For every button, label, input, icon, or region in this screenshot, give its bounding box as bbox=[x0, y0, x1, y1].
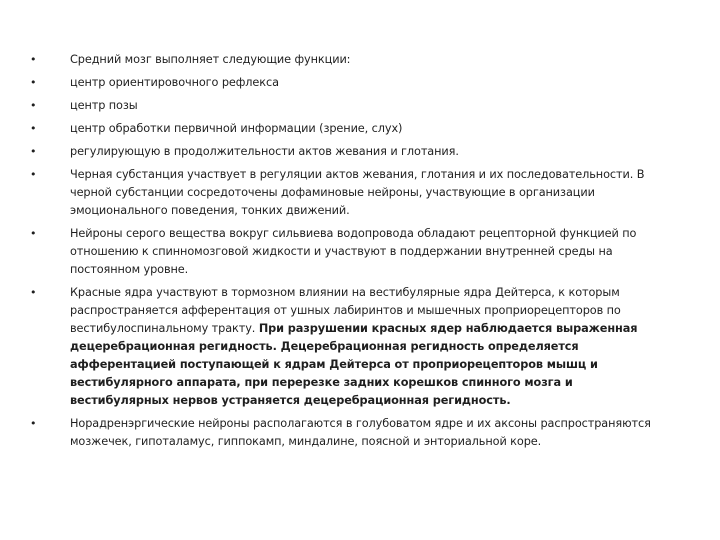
bullet-text: Нейроны серого вещества вокруг сильвиева водопровода обладают рецепторной функцией по отношению к спинномозговой жидкости и участвуют в поддержании внутренней среды на постоянном уровне. bbox=[70, 227, 637, 276]
bullet-marker: • bbox=[30, 99, 37, 112]
bullet-item-3 bbox=[30, 97, 670, 115]
bullet-marker: • bbox=[30, 122, 37, 135]
bullet-list bbox=[30, 51, 670, 456]
bullet-text: Красные ядра участвуют в тормозном влиянии на вестибулярные ядра Дейтерса, к которым распространяется афферентация от ушных лабиринтов и мышечных проприорецепторов по вестибулоспинальному тракту. bbox=[70, 286, 621, 335]
bullet-marker: • bbox=[30, 145, 37, 158]
bullet-text: центр обработки первичной информации (зрение, слух) bbox=[70, 122, 403, 135]
bullet-bold-text: При разрушении красных ядер наблюдается выраженная децеребрационная регидность. Децеребрационная регидность определяется афферентацией поступающей к ядрам Дейтерса от проприорецепторов мышц и вестибулярного аппарата, при перерезке задних корешков спинного мозга и вестибулярных нервов устраняется децеребрационная регидность. bbox=[70, 322, 638, 407]
bullet-item-9 bbox=[30, 415, 670, 451]
bullet-item-1 bbox=[30, 51, 670, 69]
bullet-item-4 bbox=[30, 120, 670, 138]
bullet-text: центр позы bbox=[70, 99, 138, 112]
bullet-item-6 bbox=[30, 166, 670, 220]
bullet-text: регулирующую в продолжительности актов жевания и глотания. bbox=[70, 145, 459, 158]
bullet-marker: • bbox=[30, 76, 37, 89]
bullet-marker: • bbox=[30, 417, 37, 430]
bullet-item-5 bbox=[30, 143, 670, 161]
bullet-text: Средний мозг выполняет следующие функции: bbox=[70, 53, 351, 66]
bullet-item-2 bbox=[30, 74, 670, 92]
bullet-marker: • bbox=[30, 53, 37, 66]
bullet-marker: • bbox=[30, 168, 37, 181]
bullet-item-8 bbox=[30, 284, 670, 410]
bullet-text: центр ориентировочного рефлекса bbox=[70, 76, 279, 89]
bullet-text: Черная субстанция участвует в регуляции актов жевания, глотания и их последовательности. В черной субстанции сосредоточены дофаминовые нейроны, участвующие в организации эмоционального поведения, тонких движений. bbox=[70, 168, 645, 217]
bullet-marker: • bbox=[30, 286, 37, 299]
bullet-item-7 bbox=[30, 225, 670, 279]
bullet-marker: • bbox=[30, 227, 37, 240]
bullet-text: Норадренэргические нейроны располагаются в голубоватом ядре и их аксоны распространяются мозжечек, гипоталамус, гиппокамп, миндалине, поясной и энториальной коре. bbox=[70, 417, 651, 448]
